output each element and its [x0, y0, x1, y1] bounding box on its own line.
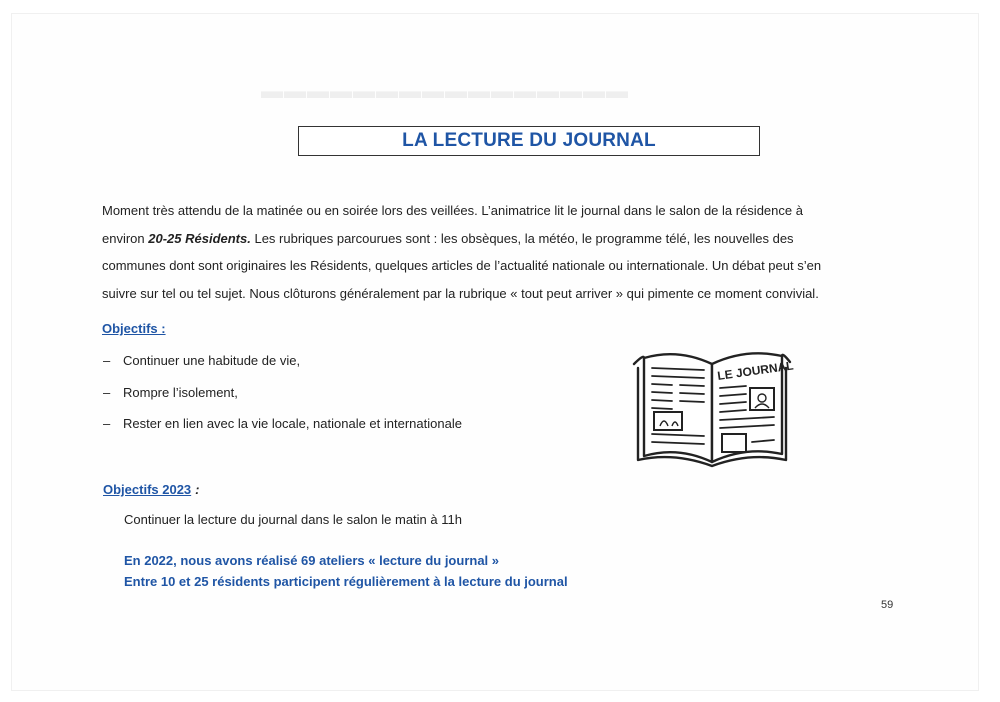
title-box — [298, 126, 760, 156]
stat-ateliers: En 2022, nous avons réalisé 69 ateliers « lecture du journal » — [124, 553, 500, 568]
stat-participants: Entre 10 et 25 résidents participent régulièrement à la lecture du journal — [124, 574, 568, 589]
objective-item-text: Continuer une habitude de vie, — [123, 353, 301, 368]
dash-2: – — [103, 385, 111, 400]
newspaper-label: LE JOURNAL — [716, 358, 795, 383]
objectives-2023-colon: : — [195, 482, 200, 497]
objective-item — [103, 353, 300, 368]
residents-count: 20-25 Résidents. — [148, 230, 251, 246]
objective-2023-text: Continuer la lecture du journal dans le salon le matin à 11h — [124, 512, 462, 527]
intro-line-2-post: Les rubriques parcourues sont : les obsèques, la météo, le programme télé, les nouvelles des — [250, 230, 794, 246]
page-title: LA LECTURE DU JOURNAL — [402, 130, 656, 151]
intro-line-3: communes dont sont originaires les Résidents, quelques articles de l’actualité nationale ou internationale. Un débat peut s’en — [102, 258, 822, 273]
objective-item — [103, 385, 238, 400]
page-number: 59 — [881, 599, 894, 611]
objective-item-text: Rester en lien avec la vie locale, nationale et internationale — [123, 416, 462, 431]
bleed-through: ▬▬▬▬▬▬▬▬▬▬▬▬▬▬▬▬ — [260, 78, 628, 103]
objectives-2023-label: Objectifs 2023 — [103, 482, 192, 497]
intro-line-4: suivre sur tel ou tel sujet. Nous clôturons généralement par la rubrique « tout peut arriver » qui pimente ce moment convivial. — [102, 285, 819, 301]
dash-3: – — [103, 416, 111, 431]
newspaper-icon — [626, 342, 798, 470]
intro-paragraph — [102, 197, 852, 307]
objective-item — [103, 416, 462, 431]
dash-1: – — [103, 353, 111, 368]
objectives-2023-heading — [103, 482, 200, 497]
intro-line-1: Moment très attendu de la matinée ou en soirée lors des veillées. L’animatrice lit le journal dans le salon de la résidence à — [102, 203, 803, 218]
objective-item-text: Rompre l’isolement, — [123, 385, 238, 400]
intro-line-2-pre: environ — [102, 230, 149, 246]
objectives-heading: Objectifs : — [102, 321, 166, 336]
